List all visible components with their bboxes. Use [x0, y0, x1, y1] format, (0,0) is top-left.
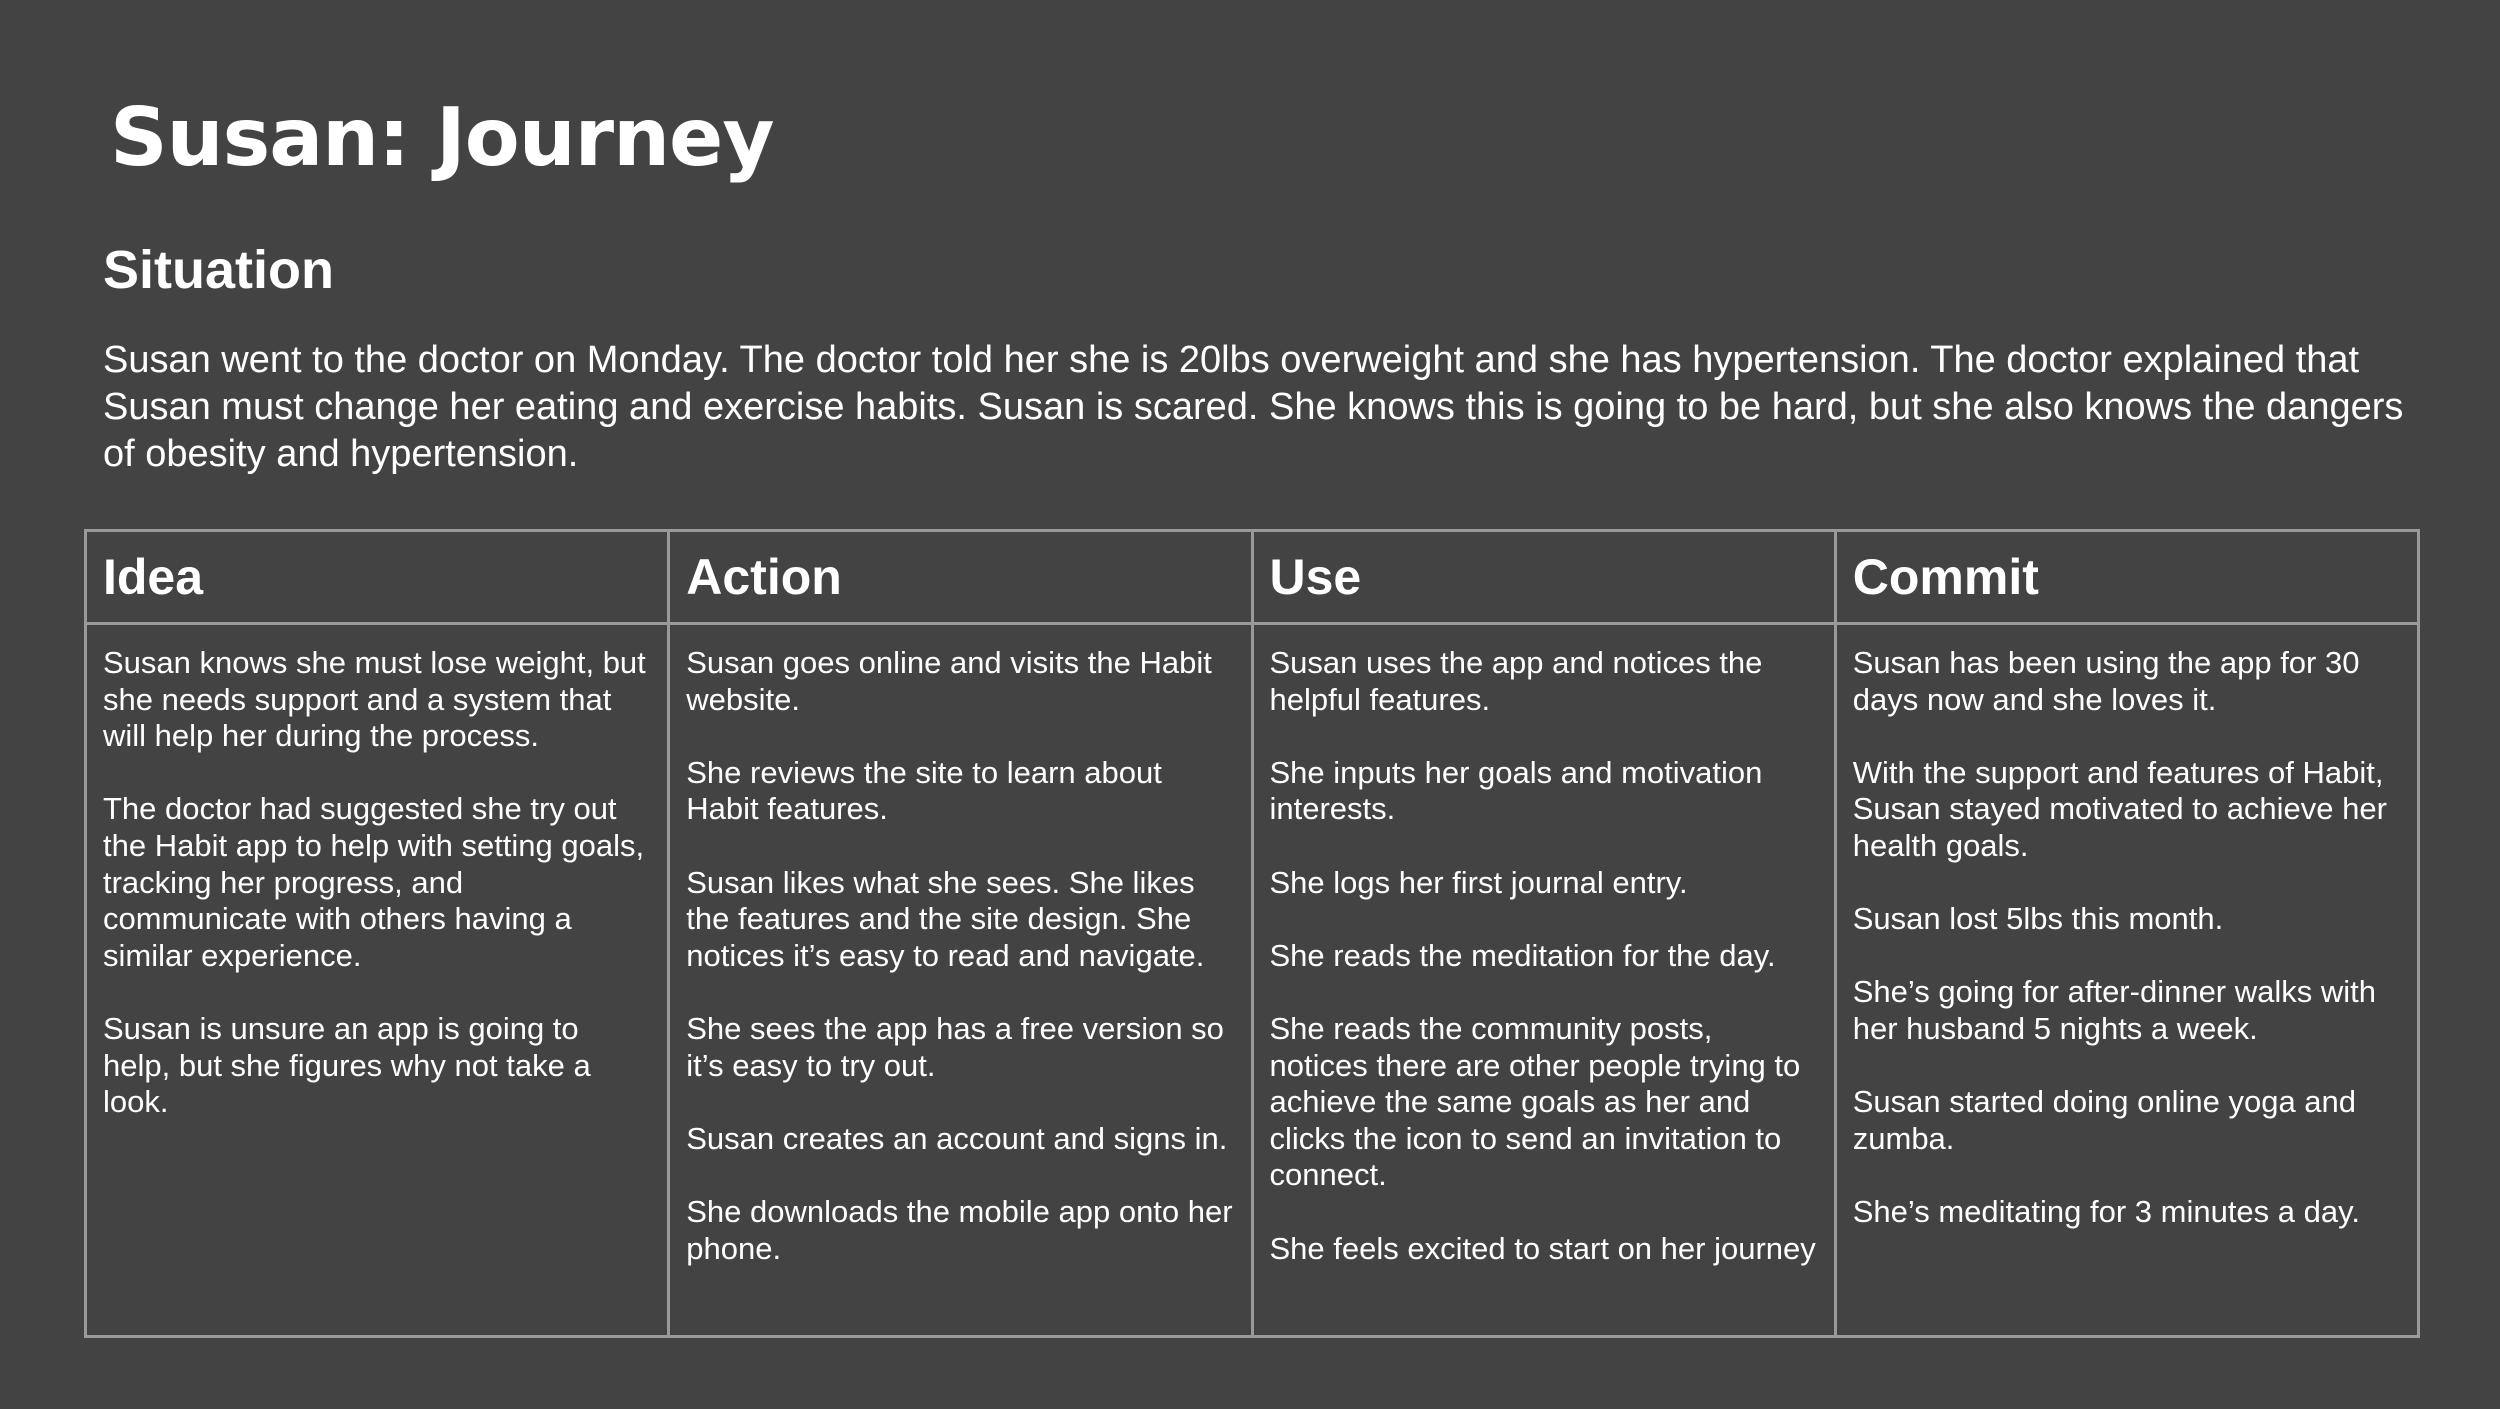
- stage-cell-commit: [1835, 624, 2418, 1337]
- stage-paragraph: She inputs her goals and motivation interests.: [1269, 754, 1763, 827]
- stage-cell-action: [669, 624, 1252, 1337]
- stage-paragraph: Susan has been using the app for 30 days now and she loves it.: [1852, 645, 2360, 717]
- stage-paragraph: She sees the app has a free version so it’s easy to try out.: [686, 1010, 1224, 1083]
- stage-paragraph: She feels excited to start on her journey: [1269, 1230, 1816, 1266]
- stage-header-row: [86, 531, 2419, 624]
- stage-content-row: [86, 624, 2419, 1337]
- journey-table: [84, 529, 2420, 1338]
- situation-heading: Situation: [103, 240, 334, 300]
- stage-paragraph: Susan likes what she sees. She likes the features and the site design. She notices it’s easy to read and navigate.: [686, 864, 1205, 973]
- stage-paragraph: Susan started doing online yoga and zumba.: [1852, 1084, 2357, 1156]
- stage-paragraph: Susan is unsure an app is going to help, but she figures why not take a look.: [103, 1010, 591, 1120]
- page-title: Susan: Journey: [110, 91, 774, 184]
- stage-paragraph: She logs her first journal entry.: [1269, 864, 1688, 900]
- stage-paragraph: Susan lost 5lbs this month.: [1852, 901, 2224, 937]
- stage-paragraph: With the support and features of Habit, Susan stayed motivated to achieve her health goals.: [1852, 754, 2387, 863]
- stage-paragraph: She reviews the site to learn about Habit features.: [686, 754, 1162, 827]
- stage-heading-idea: Idea: [86, 531, 669, 624]
- stage-paragraph: She’s going for after-dinner walks with her husband 5 nights a week.: [1852, 974, 2376, 1046]
- stage-paragraph: She downloads the mobile app onto her phone.: [686, 1193, 1233, 1266]
- stage-heading-commit: Commit: [1835, 531, 2418, 624]
- stage-cell-idea: [86, 624, 669, 1337]
- stage-paragraph: Susan knows she must lose weight, but she needs support and a system that will help her during the process.: [103, 645, 646, 754]
- stage-paragraph: Susan uses the app and notices the helpful features.: [1269, 645, 1763, 717]
- stage-paragraph: Susan goes online and visits the Habit website.: [686, 645, 1212, 717]
- stage-paragraph: Susan creates an account and signs in.: [686, 1120, 1228, 1156]
- stage-paragraph: The doctor had suggested she try out the Habit app to help with setting goals, tracking her progress, and communicate with others having a similar experience.: [103, 791, 645, 973]
- stage-paragraph: She reads the community posts, notices there are other people trying to achieve the same goals as her and clicks the icon to send an invitation to connect.: [1269, 1010, 1801, 1193]
- stage-cell-use: [1252, 624, 1835, 1337]
- situation-text: Susan went to the doctor on Monday. The doctor told her she is 20lbs overweight and she has hypertension. The doctor explained that Susan must change her eating and exercise habits. Susan is scared. She knows this is going to be hard, but she also knows the dangers of obesity and hypertension.: [103, 339, 2404, 475]
- stage-heading-action: Action: [669, 531, 1252, 624]
- stage-heading-use: Use: [1252, 531, 1835, 624]
- stage-paragraph: She reads the meditation for the day.: [1269, 937, 1776, 973]
- stage-paragraph: She’s meditating for 3 minutes a day.: [1852, 1193, 2360, 1229]
